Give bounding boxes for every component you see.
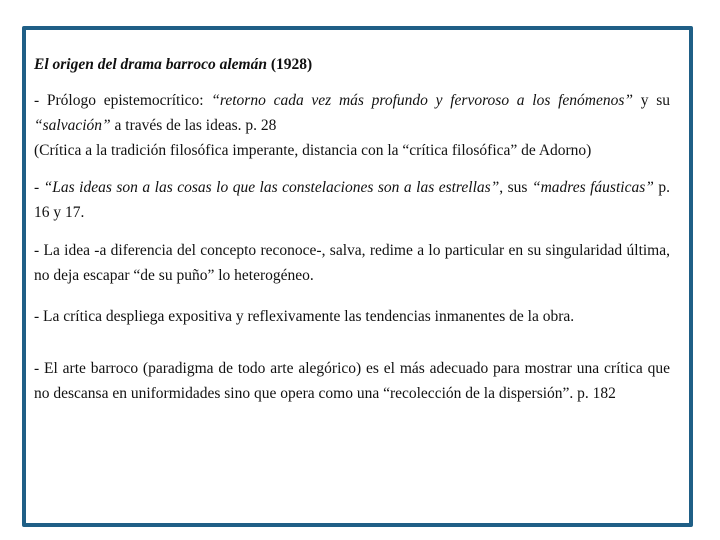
p1-quote-fenomenos: “retorno cada vez más profundo y fervoroso a los fenómenos” [211, 92, 634, 109]
p1-lead: - Prólogo epistemocrítico: [34, 92, 212, 109]
paragraph-idea-particular: - La idea -a diferencia del concepto reconoce-, salva, redime a lo particular en su singularidad última, no deja escapar “de su puño” lo heterogéneo. [34, 242, 670, 284]
paragraph-critica-adorno: (Crítica a la tradición filosófica imperante, distancia con la “crítica filosófica” de Adorno) [34, 142, 592, 159]
title-year: (1928) [266, 56, 313, 73]
slide-content [34, 52, 670, 406]
p2-mid: , sus [499, 179, 532, 196]
p2-quote-madres-fausticas: “madres fáusticas” [531, 179, 654, 196]
title-italic: El origen del drama barroco alemán [34, 56, 267, 73]
p1-mid: y su [633, 92, 671, 109]
paragraph-critica-expositiva: - La crítica despliega expositiva y reflexivamente las tendencias inmanentes de la obra. [34, 308, 575, 325]
slide-title [34, 52, 670, 77]
paragraph-prologo [34, 88, 670, 138]
p2-tail: p. 16 y 17. [34, 179, 670, 221]
paragraph-arte-barroco: - El arte barroco (paradigma de todo arte alegórico) es el más adecuado para mostrar una crítica que no descansa en uniformidades sino que opera como una “recolección de la dispersión”. p. 182 [34, 360, 670, 402]
p1-quote-salvacion: “salvación” [34, 117, 111, 134]
paragraph-ideas-constelaciones [34, 175, 670, 225]
p2-lead: - [34, 179, 44, 196]
p2-quote-constelaciones: “Las ideas son a las cosas lo que las constelaciones son a las estrellas” [43, 179, 500, 196]
p1-tail: a través de las ideas. p. 28 [110, 117, 277, 134]
